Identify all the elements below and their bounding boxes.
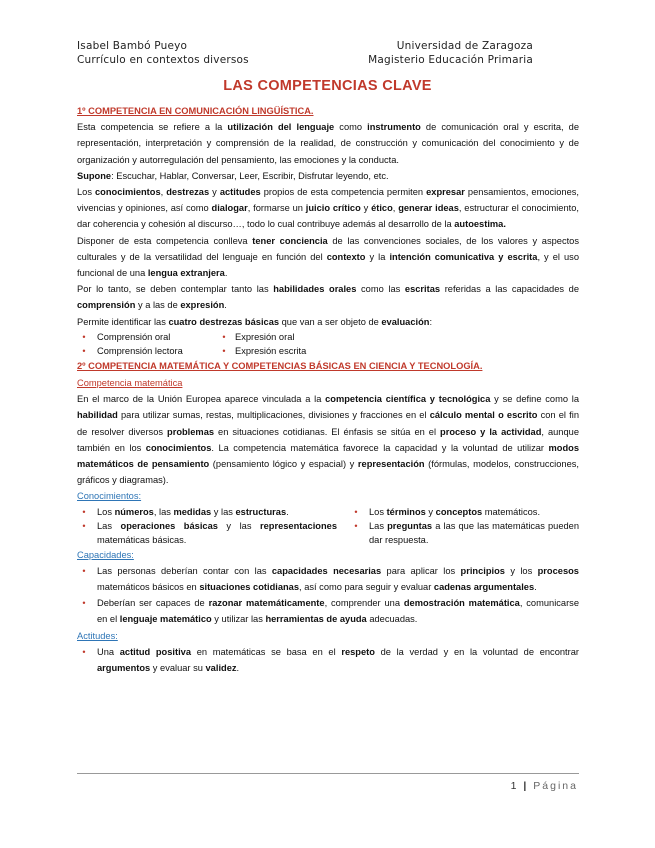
page-title: LAS COMPETENCIAS CLAVE [223, 78, 432, 94]
header-university: Universidad de Zaragoza [396, 40, 533, 52]
list-item: • Expresión oral [217, 330, 417, 344]
header-author: Isabel Bambó Pueyo [77, 40, 188, 52]
bullet-icon: • [82, 565, 86, 576]
bullet-icon: • [82, 520, 86, 531]
list-item: • Una actitud positiva en matemáticas se basa en el respeto de la verdad y en la voluntad de encontrar argumentos y evaluar su validez. [77, 644, 579, 676]
list-item: • Comprensión lectora [77, 344, 217, 358]
section-1-heading: 1º COMPETENCIA EN COMUNICACIÓN LINGÜÍSTICA. [77, 106, 314, 116]
section-2-heading: 2º COMPETENCIA MATEMÁTICA Y COMPETENCIAS BÁSICAS EN CIENCIA Y TECNOLOGÍA. [77, 360, 483, 371]
subsection-capacidades: Capacidades: [77, 549, 134, 560]
bullet-icon: • [82, 345, 86, 356]
bullet-icon: • [354, 520, 358, 531]
sec1-paragraph-3: Los conocimientos, destrezas y actitudes propios de esta competencia permiten expresar pensamientos, emociones, vivencias y opiniones, así como dialogar, formarse un juicio crítico y ético, generar ideas, estructurar el conocimiento, dar coherencia y cohesión al discurso…, todo lo cual contribuye además al desarrollo de la autoestima. [77, 187, 579, 230]
subsection-actitudes: Actitudes: [77, 630, 118, 641]
bullet-icon: • [222, 345, 226, 356]
bullet-icon: • [222, 331, 226, 342]
sec1-paragraph-1: Esta competencia se refiere a la utilización del lenguaje como instrumento de comunicación oral y escrita, de representación, interpretación y comprensión de la realidad, de construcción y comunicación del conocimiento y de organización y autorregulación del pensamiento, las emociones y la conducta. [77, 122, 580, 165]
sec2-paragraph-1: En el marco de la Unión Europea aparece vinculada a la competencia científica y tecnológica y se define como la habilidad para utilizar sumas, restas, multiplicaciones, divisiones y fracciones en el cálculo mental o escrito con el fin de resolver diversos problemas en situaciones cotidianas. El énfasis se sitúa en el proceso y la actividad, aunque también en los conocimientos. La competencia matemática favorece la capacidad y la voluntad de utilizar modos matemáticos de pensamiento (pensamiento lógico y espacial) y representación (fórmulas, modelos, construcciones, gráficos y diagramas). [77, 394, 579, 486]
list-item: • Las personas deberían contar con las capacidades necesarias para aplicar los principios y los procesos matemáticos básicos en situaciones cotidianas, así como para seguir y evaluar cadenas argumentales. [77, 563, 579, 595]
document-body [77, 103, 579, 676]
header-degree: Magisterio Educación Primaria [368, 54, 533, 66]
sec1-paragraph-6: Permite identificar las cuatro destrezas básicas que van a ser objeto de evaluación: [77, 316, 433, 327]
list-item: • Los números, las medidas y las estructuras. [77, 505, 337, 519]
skills-list [77, 330, 579, 358]
header-course: Currículo en contextos diversos [77, 54, 249, 66]
list-item: • Expresión escrita [217, 344, 417, 358]
subsection-conocimientos: Conocimientos: [77, 491, 142, 502]
conocimientos-list [77, 505, 579, 547]
list-item: • Los términos y conceptos matemáticos. [349, 505, 579, 519]
page-number: 1 | Página [510, 780, 578, 792]
bullet-icon: • [82, 506, 86, 517]
bullet-icon: • [354, 506, 358, 517]
list-item: • Comprensión oral [77, 330, 217, 344]
footer-rule [77, 772, 579, 774]
list-item: • Las preguntas a las que las matemáticas pueden dar respuesta. [349, 519, 579, 547]
sec1-paragraph-supone: Supone: Escuchar, Hablar, Conversar, Leer, Escribir, Disfrutar leyendo, etc. [77, 170, 389, 181]
sec1-paragraph-5: Por lo tanto, se deben contemplar tanto las habilidades orales como las escritas referidas a las capacidades de comprensión y a las de expresión. [77, 284, 579, 311]
list-item: • Las operaciones básicas y las representaciones matemáticas básicas. [77, 519, 337, 547]
bullet-icon: • [82, 646, 86, 657]
bullet-icon: • [82, 331, 86, 342]
subsection-competencia-matematica: Competencia matemática [77, 378, 183, 389]
bullet-icon: • [82, 598, 86, 609]
sec1-paragraph-4: Disponer de esta competencia conlleva tener conciencia de las convenciones sociales, de los valores y aspectos culturales y de la versatilidad del lenguaje en función del contexto y la intención comunicativa y escrita, y el uso funcional de una lengua extranjera. [77, 235, 580, 279]
list-item: • Deberían ser capaces de razonar matemáticamente, comprender una demostración matemática, comunicarse en el lenguaje matemático y utilizar las herramientas de ayuda adecuadas. [77, 595, 579, 627]
